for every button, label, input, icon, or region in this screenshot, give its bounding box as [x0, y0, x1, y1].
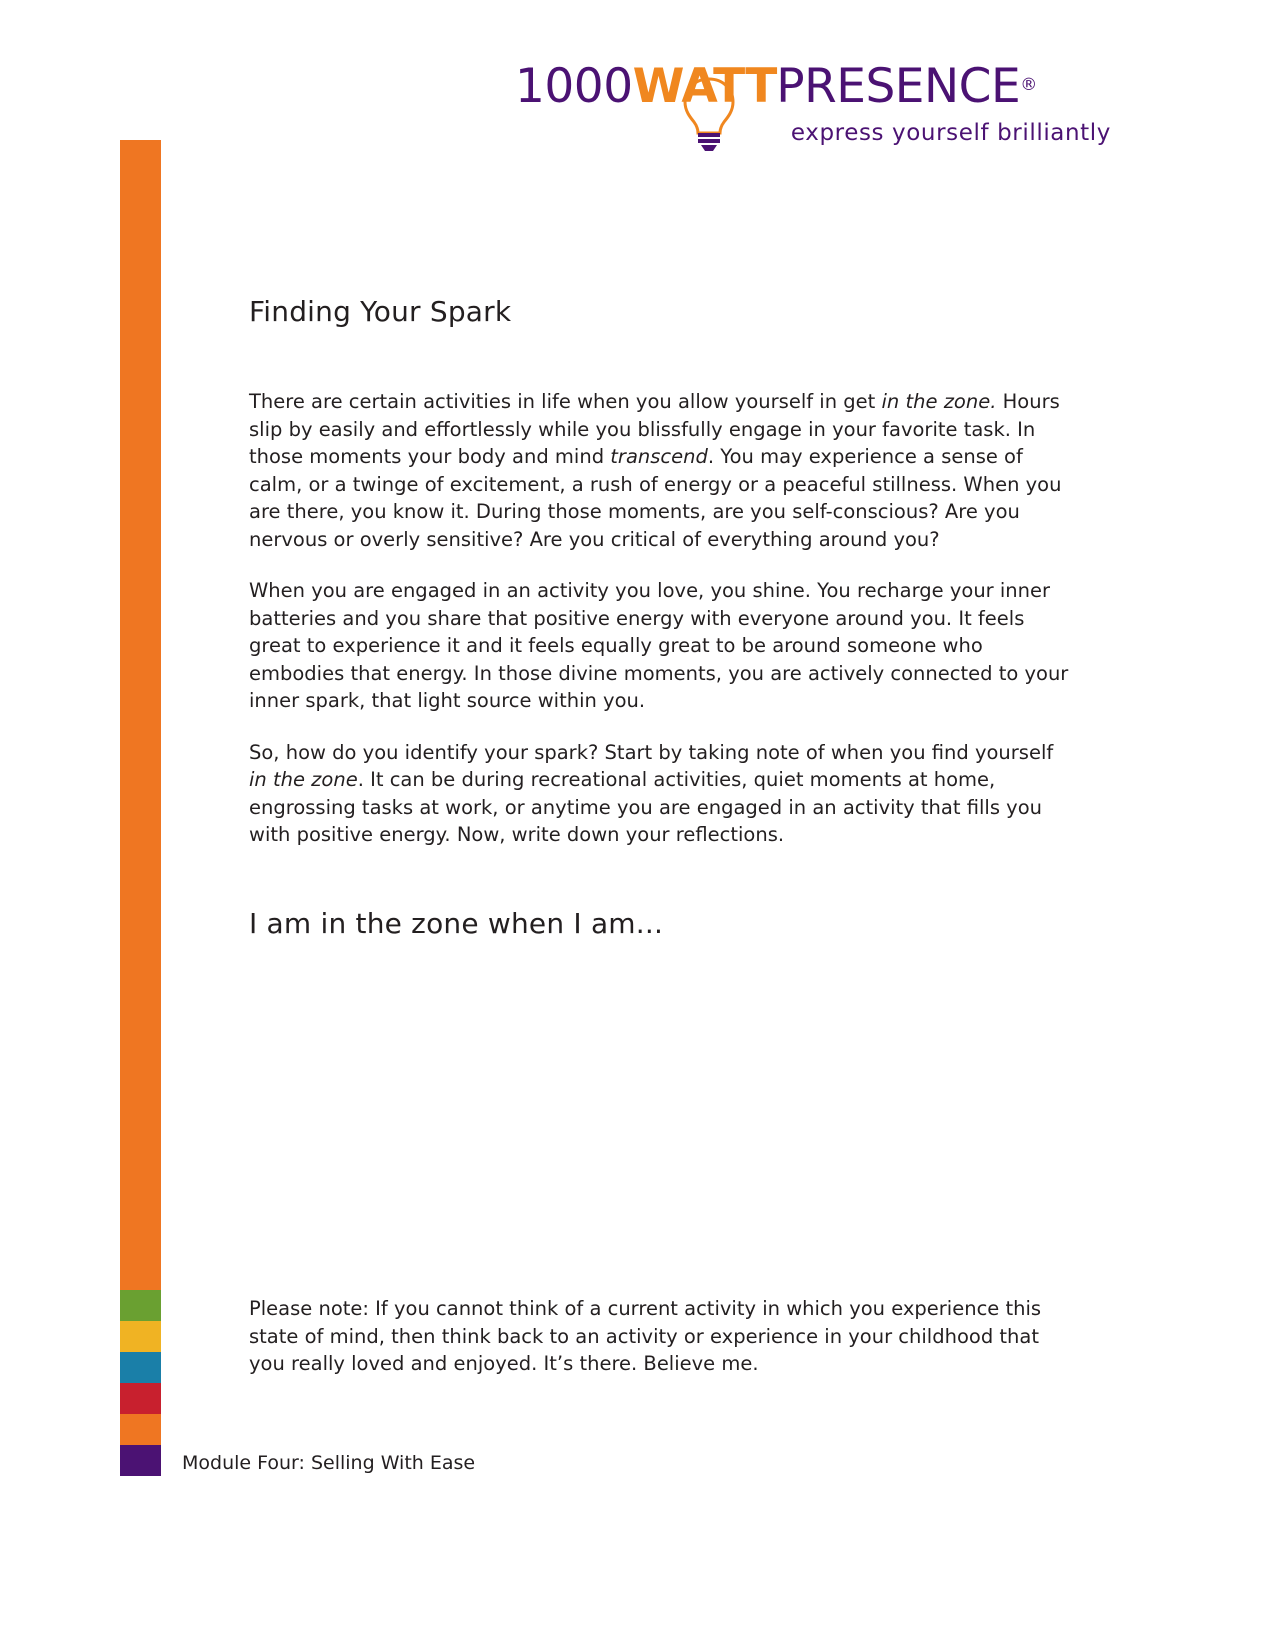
- paragraph-3: [249, 739, 1071, 849]
- logo-wordmark: [515, 58, 1115, 116]
- paragraph-2: [249, 577, 1071, 715]
- emphasis-text: in the zone: [249, 768, 358, 791]
- rail-main-orange: [120, 140, 161, 1290]
- rail-segment-red: [120, 1383, 161, 1414]
- registered-trademark-icon: ®: [1020, 75, 1037, 95]
- document-body: [249, 295, 1071, 1240]
- prompt-heading: I am in the zone when I am...: [249, 906, 664, 940]
- rail-segment-teal: [120, 1352, 161, 1383]
- rail-segment-green: [120, 1290, 161, 1321]
- emphasis-text: in the zone.: [881, 390, 997, 413]
- footer-module-label: Module Four: Selling With Ease: [182, 1452, 476, 1474]
- text-run: There are certain activities in life when you allow yourself in get: [249, 390, 882, 413]
- brand-tagline: express yourself brilliantly: [790, 120, 1111, 146]
- logo-text-presence: PRESENCE: [776, 59, 1021, 114]
- logo-text-1000: 1000: [515, 59, 633, 114]
- answer-writing-area[interactable]: [249, 940, 1071, 1240]
- rail-segment-orange: [120, 1414, 161, 1445]
- page-title: Finding Your Spark: [249, 295, 512, 328]
- paragraph-1: [249, 388, 1071, 553]
- text-run: So, how do you identify your spark? Start by taking note of when you find yourself: [249, 740, 1054, 764]
- rail-segment-purple: [120, 1445, 161, 1476]
- text-run: When you are engaged in an activity you love, you shine. You recharge your inner batteries and you share that positive energy with everyone around you. It feels great to experience it and it feels equally great to be around someone who embodies that energy. In those divine moments, you are actively connected to your inner spark, that light source within you.: [249, 579, 1069, 712]
- lightbulb-icon: [678, 76, 740, 152]
- color-rail: [120, 140, 161, 1483]
- emphasis-text: transcend: [610, 445, 708, 468]
- text-run: Hours slip by easily and effortlessly while you blissfully engage in your favorite task. In those moments your body and mind: [249, 390, 1060, 468]
- please-note-text: Please note: If you cannot think of a current activity in which you experience this state of mind, then think back to an activity or experience in your childhood that you really loved and enjoyed. It’s there. Believe me.: [249, 1297, 1042, 1375]
- logo-text-watt: WATT: [632, 59, 777, 114]
- text-run: . It can be during recreational activities, quiet moments at home, engrossing tasks at work, or anytime you are engaged in an activity that fills you with positive energy. Now, write down your reflections.: [249, 768, 1043, 846]
- rail-segment-yellow: [120, 1321, 161, 1352]
- text-run: . You may experience a sense of calm, or a twinge of excitement, a rush of energy or a peaceful stillness. When you are there, you know it. During those moments, are you self-conscious? Are you nervous or overly sensitive? Are you critical of everything around you?: [249, 445, 1062, 551]
- brand-logo: [515, 58, 1115, 188]
